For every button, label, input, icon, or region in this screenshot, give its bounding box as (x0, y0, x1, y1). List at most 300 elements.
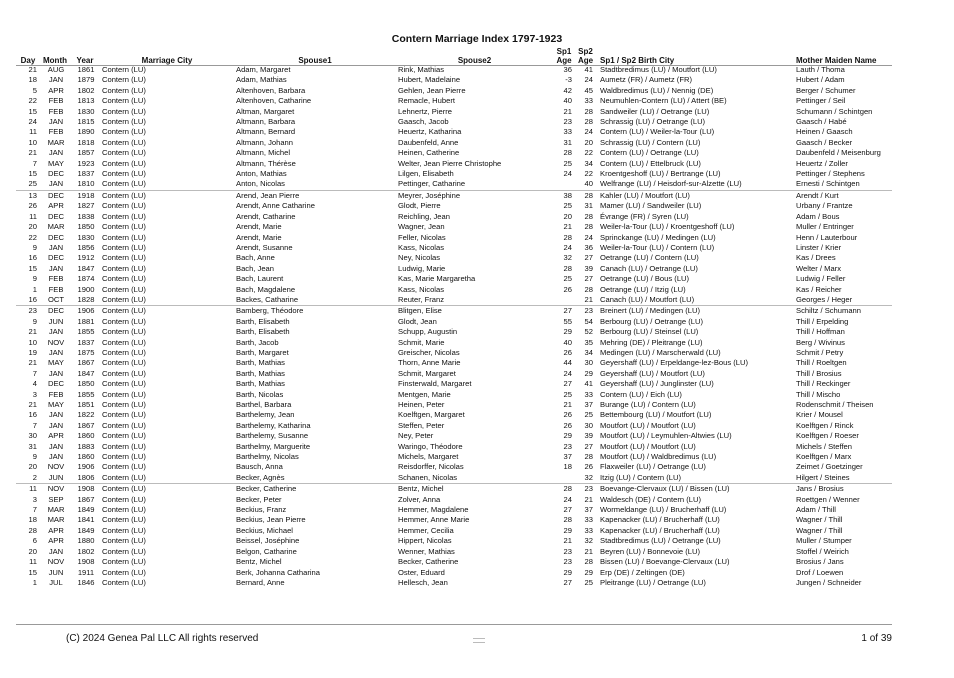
table-cell: NOV (47, 484, 65, 494)
table-cell: 1 (32, 284, 37, 294)
table-cell: Contern (LU) (102, 400, 146, 409)
table-cell: Hellesch, Jean (398, 577, 448, 587)
table-cell: 1918 (77, 190, 95, 200)
table-cell: Contern (LU) (102, 201, 146, 211)
table-cell: 31 (563, 137, 572, 147)
table-cell: Schmit, Margaret (398, 368, 456, 378)
table-cell: FEB (48, 389, 64, 399)
table-cell: Berg / Wivinus (796, 337, 845, 347)
table-cell: 39 (584, 431, 593, 441)
table-cell: 2 (16, 473, 40, 484)
table-cell: 27 (563, 505, 572, 515)
table-cell: APR (48, 525, 64, 535)
table-cell: 25 (563, 274, 572, 284)
table-cell: Boevange-Clervaux (LU) / Bissen (LU) (600, 484, 730, 494)
table-cell: 37 (584, 505, 593, 515)
table-cell: 44 (563, 358, 572, 368)
table-cell: 1906 (77, 306, 95, 316)
table-cell: Mentgen, Marie (398, 389, 451, 399)
table-row (16, 148, 892, 158)
table-row (16, 547, 892, 557)
table-cell: 23 (584, 484, 593, 494)
table-cell: Arend, Jean Pierre (236, 190, 300, 200)
table-cell: Barthelmy, Marguerite (236, 441, 311, 451)
table-cell: Jans / Brosius (796, 484, 844, 494)
table-cell: JAN (48, 441, 64, 451)
table-cell: Welfrange (LU) / Heisdorf-sur-Alzette (LU) (596, 179, 794, 190)
table-cell: Heuertz / Zoller (796, 158, 848, 168)
table-cell: 1849 (77, 505, 95, 515)
table-cell: FEB (48, 127, 64, 137)
table-cell: APR (48, 201, 64, 211)
table-cell: FEB (48, 106, 64, 116)
table-cell: 1815 (77, 117, 95, 127)
table-cell: JAN (48, 327, 64, 337)
table-cell (553, 179, 575, 190)
table-cell: Thill / Reckinger (796, 379, 851, 389)
table-cell: Weiler-la-Tour (LU) / Contern (LU) (600, 242, 715, 252)
table-cell: 24 (584, 75, 593, 85)
table-cell: Contern (LU) (102, 494, 146, 504)
col-sp1-age: Sp1 Age (556, 47, 572, 65)
table-cell: MAY (48, 358, 64, 368)
table-cell: Gaasch / Habé (796, 117, 847, 127)
table-cell: DEC (47, 253, 65, 263)
table-cell: 30 (584, 358, 593, 368)
table-cell: Schrassig (LU) / Oetrange (LU) (600, 117, 706, 127)
table-cell: Beckius, Michael (236, 525, 293, 535)
table-row (16, 253, 892, 263)
table-cell: 1830 (77, 232, 95, 242)
table-cell: Arendt, Anne Catharine (236, 201, 315, 211)
table-cell: 39 (584, 263, 593, 273)
table-cell: Remacle, Hubert (398, 96, 455, 106)
table-row (16, 526, 892, 536)
table-cell: Contern (LU) (102, 75, 146, 85)
table-cell: 28 (584, 452, 593, 462)
table-cell: 1851 (77, 400, 95, 409)
table-row (16, 442, 892, 452)
table-cell: Ney, Nicolas (398, 253, 441, 263)
table-cell: Stoffel / Weirich (796, 546, 849, 556)
table-cell: MAY (48, 158, 64, 168)
table-cell: Burange (LU) / Contern (LU) (600, 400, 696, 409)
table-cell: Contern (LU) (102, 441, 146, 451)
table-cell: 1883 (77, 441, 95, 451)
table-row (16, 117, 892, 127)
table-row (16, 86, 892, 96)
table-cell: Stadtbredimus (LU) / Moutfort (LU) (600, 65, 717, 74)
table-cell: Contern (LU) (102, 96, 146, 106)
table-row (16, 379, 892, 389)
table-cell: JAN (48, 410, 64, 420)
col-spouse2: Spouse2 (457, 56, 492, 65)
table-cell: Ludwig / Feller (796, 274, 846, 284)
table-cell: 40 (563, 337, 572, 347)
table-cell: Contern (LU) (102, 577, 146, 587)
table-cell: Zolver, Anna (398, 494, 441, 504)
table-cell: DEC (47, 169, 65, 179)
table-cell: 1810 (70, 179, 100, 190)
table-cell: Becker, Catherine (398, 557, 459, 567)
table-cell: APR (48, 85, 64, 95)
table-cell: Erp (DE) / Zeltingen (DE) (600, 567, 685, 577)
table-cell: 33 (584, 389, 593, 399)
table-cell: Georges / Heger (794, 295, 892, 306)
table-cell: JUN (48, 567, 64, 577)
table-cell: 1880 (77, 536, 95, 546)
table-cell: Rink, Mathias (398, 65, 445, 74)
table-cell: MAR (47, 137, 65, 147)
table-row (16, 327, 892, 337)
table-cell: APR (48, 536, 64, 546)
table-cell: Bach, Laurent (236, 274, 284, 284)
table-cell: Medingen (LU) / Marscherwald (LU) (600, 347, 721, 357)
table-cell: 27 (584, 274, 593, 284)
table-header-row (16, 43, 892, 65)
table-cell: Kapenacker (LU) / Brucherhaff (LU) (600, 515, 720, 525)
col-spouse1: Spouse1 (298, 56, 332, 65)
table-cell: Lauth / Thoma (796, 65, 845, 74)
table-cell: Aumetz (FR) / Aumetz (FR) (600, 75, 692, 85)
table-cell: Contern (LU) (100, 473, 234, 484)
table-cell: Contern (LU) (102, 347, 146, 357)
table-cell: Welter, Jean Pierre Christophe (398, 158, 502, 168)
table-cell: 25 (563, 158, 572, 168)
table-row (16, 431, 892, 441)
table-cell: 21 (28, 148, 37, 158)
table-cell: 4 (32, 379, 37, 389)
table-cell: 15 (28, 567, 37, 577)
table-cell: Contern (LU) (102, 169, 146, 179)
table-cell: 18 (28, 75, 37, 85)
table-cell: Waldbredimus (LU) / Nennig (DE) (600, 85, 714, 95)
copyright-text: (C) 2024 Genea Pal LLC All rights reserved (66, 633, 259, 644)
table-cell: 21 (563, 536, 572, 546)
table-cell: Sprinckange (LU) / Medingen (LU) (600, 232, 716, 242)
table-cell: Contern (LU) (102, 211, 146, 221)
table-cell: Lehnertz, Pierre (398, 106, 453, 116)
table-cell: Muller / Stumper (796, 536, 852, 546)
table-cell: Weiler-la-Tour (LU) / Kroentgeshoff (LU) (600, 222, 735, 232)
table-cell: Flaxweiler (LU) / Oetrange (LU) (600, 462, 706, 472)
table-cell: 9 (32, 242, 37, 252)
table-row (16, 212, 892, 222)
table-cell: 40 (575, 179, 596, 190)
table-cell: 21 (28, 358, 37, 368)
table-cell: Contern (LU) (102, 431, 146, 441)
table-row (16, 274, 892, 284)
table-cell: 25 (16, 179, 40, 190)
table-cell: Wagner / Thill (796, 525, 843, 535)
table-cell: Schumann / Schintgen (796, 106, 873, 116)
table-cell: 24 (584, 232, 593, 242)
table-row (16, 348, 892, 358)
table-cell: 25 (584, 410, 593, 420)
table-cell: 21 (584, 494, 593, 504)
table-cell: Kass, Nicolas (398, 284, 445, 294)
table-cell: Contern (LU) / Eich (LU) (600, 389, 682, 399)
col-mother-maiden: Mother Maiden Name (796, 56, 877, 65)
table-row (16, 452, 892, 462)
table-cell: Contern (LU) (102, 557, 146, 567)
table-row (16, 138, 892, 148)
table-cell: 27 (584, 441, 593, 451)
table-cell: 23 (563, 441, 572, 451)
table-cell: NOV (47, 337, 65, 347)
table-cell: 16 (28, 253, 37, 263)
table-cell: Contern (LU) / Oetrange (LU) (600, 148, 699, 158)
table-cell: Mamer (LU) / Sandweiler (LU) (600, 201, 702, 211)
table-cell: Wagner / Thill (796, 515, 843, 525)
table-cell: Évrange (FR) / Syren (LU) (600, 211, 689, 221)
table-cell: 33 (563, 127, 572, 137)
table-cell: Bentz, Michel (236, 557, 282, 567)
table-cell: 55 (563, 316, 572, 326)
table-cell: 18 (563, 462, 572, 472)
table-cell: Contern (LU) (102, 525, 146, 535)
table-cell: JAN (48, 368, 64, 378)
table-cell: Contern (LU) (102, 306, 146, 316)
table-cell: 7 (32, 158, 37, 168)
table-cell: Contern (LU) (102, 117, 146, 127)
table-cell: Barth, Margaret (236, 347, 289, 357)
table-cell: Gaasch / Becker (796, 137, 853, 147)
table-cell: Oetrange (LU) / Contern (LU) (600, 253, 699, 263)
table-cell: JAN (48, 263, 64, 273)
table-cell: 1818 (77, 137, 95, 147)
table-cell: 1850 (77, 222, 95, 232)
table-cell: 54 (584, 316, 593, 326)
table-row (16, 233, 892, 243)
table-row (16, 285, 892, 295)
table-cell: 23 (563, 546, 572, 556)
table-cell: 28 (563, 148, 572, 158)
table-cell: Waringo, Théodore (398, 441, 463, 451)
table-cell: 1813 (77, 96, 95, 106)
table-cell: 7 (32, 368, 37, 378)
table-cell: 26 (563, 347, 572, 357)
table-cell: 35 (584, 337, 593, 347)
table-cell: 7 (32, 420, 37, 430)
table-cell: Heinen, Peter (398, 400, 445, 409)
table-cell: 16 (16, 295, 40, 306)
table-cell: Contern (LU) (102, 148, 146, 158)
table-cell: Krier / Mousel (796, 410, 843, 420)
table-cell: 31 (584, 201, 593, 211)
table-cell: Bach, Magdalene (236, 284, 296, 294)
table-cell: 21 (28, 327, 37, 337)
table-cell: Contern (LU) (100, 179, 234, 190)
table-cell: 1 (32, 577, 37, 587)
table-cell: Bentz, Michel (398, 484, 444, 494)
table-cell: Contern (LU) (102, 327, 146, 337)
table-cell: Wormeldange (LU) / Brucherhaff (LU) (600, 505, 727, 515)
table-cell: Hippert, Nicolas (398, 536, 452, 546)
table-row (16, 400, 892, 410)
table-cell: Hilgert / Steines (794, 473, 892, 484)
table-cell: 28 (584, 117, 593, 127)
table-cell: Beckius, Franz (236, 505, 287, 515)
table-cell: 24 (563, 494, 572, 504)
table-cell: Kas / Reicher (796, 284, 842, 294)
table-row (16, 243, 892, 253)
table-row (16, 159, 892, 169)
table-cell: 30 (28, 431, 37, 441)
table-cell: Adam, Mathias (236, 75, 287, 85)
table-cell: Koelftgen / Rinck (796, 420, 854, 430)
table-row (16, 390, 892, 400)
table-cell: 37 (584, 400, 593, 409)
table-cell: Kapenacker (LU) / Brucherhaff (LU) (600, 525, 720, 535)
table-cell: Contern (LU) (102, 253, 146, 263)
table-cell: Berbourg (LU) / Steinsel (LU) (600, 327, 699, 337)
table-cell: 1849 (77, 525, 95, 535)
table-cell: 1911 (77, 567, 95, 577)
table-cell: Contern (LU) / Weiler-la-Tour (LU) (600, 127, 715, 137)
table-cell: 28 (584, 222, 593, 232)
table-cell: Contern (LU) (102, 358, 146, 368)
table-cell: DEC (47, 306, 65, 316)
table-cell: 21 (563, 106, 572, 116)
table-row (16, 65, 892, 75)
table-row (16, 96, 892, 106)
table-row (16, 536, 892, 546)
table-cell: 15 (28, 263, 37, 273)
table-cell: 1855 (77, 389, 95, 399)
table-cell: Schmit / Petry (796, 347, 844, 357)
table-cell: 16 (28, 410, 37, 420)
table-cell: Pettinger / Stephens (796, 169, 865, 179)
table-row (16, 462, 892, 472)
table-cell: 22 (584, 169, 593, 179)
table-cell: Altman, Margaret (236, 106, 295, 116)
table-cell: 29 (584, 368, 593, 378)
table-cell: Kas / Drees (796, 253, 836, 263)
table-cell: Contern (LU) (102, 452, 146, 462)
table-cell: 32 (575, 473, 596, 484)
table-cell: 38 (563, 190, 572, 200)
table-cell: Contern (LU) (102, 462, 146, 472)
table-cell: 10 (28, 137, 37, 147)
table-cell: Roettgen / Wenner (796, 494, 860, 504)
table-cell: Thill / Hoffman (796, 327, 845, 337)
table-cell: 11 (29, 557, 37, 567)
table-cell: Barthel, Barbara (236, 400, 292, 409)
table-cell: Becker, Peter (236, 494, 282, 504)
table-cell: SEP (48, 494, 64, 504)
header-rule (16, 65, 892, 66)
table-cell: 20 (28, 222, 37, 232)
table-cell: Feller, Nicolas (398, 232, 446, 242)
table-cell: Linster / Krier (796, 242, 842, 252)
table-cell: 26 (584, 462, 593, 472)
table-cell: Contern (LU) (102, 484, 146, 494)
table-cell: 21 (563, 222, 572, 232)
table-cell: JAN (48, 117, 64, 127)
table-cell: 23 (584, 306, 593, 316)
table-cell: Geyershaff (LU) / Junglinster (LU) (600, 379, 714, 389)
table-cell: Oetrange (LU) / Itzig (LU) (600, 284, 686, 294)
table-cell: Brosius / Jans (796, 557, 844, 567)
table-cell: Backes, Catharine (234, 295, 396, 306)
table-cell: Contern (LU) (102, 337, 146, 347)
table-cell: 1860 (77, 452, 95, 462)
table-cell: Geyershaff (LU) / Moutfort (LU) (600, 368, 705, 378)
table-cell: 32 (563, 253, 572, 263)
table-cell: Thill / Erpelding (796, 316, 849, 326)
table-cell: Contern (LU) / Ettelbruck (LU) (600, 158, 701, 168)
table-cell: 1912 (77, 253, 95, 263)
table-cell: 24 (563, 242, 572, 252)
table-cell: Urbany / Frantze (796, 201, 853, 211)
table-cell: 28 (563, 484, 572, 494)
table-cell: 1806 (70, 473, 100, 484)
table-cell: 21 (575, 295, 596, 306)
table-cell: 25 (563, 201, 572, 211)
table-cell: 24 (563, 169, 572, 179)
table-cell: DEC (47, 190, 65, 200)
table-cell: 20 (584, 137, 593, 147)
table-cell: Adam / Bous (796, 211, 840, 221)
table-cell: Hemmer, Magdalene (398, 505, 469, 515)
table-cell: Contern (LU) (102, 263, 146, 273)
table-cell: 9 (32, 316, 37, 326)
table-cell: Ernesti / Schintgen (794, 179, 892, 190)
table-cell: 31 (28, 441, 37, 451)
table-cell: Schiltz / Schumann (796, 306, 861, 316)
table-cell: 1874 (77, 274, 95, 284)
table-cell: Henn / Lauterbour (796, 232, 858, 242)
table-cell: 25 (563, 389, 572, 399)
table-cell: Heinen, Catherine (398, 148, 460, 158)
table-cell: MAY (48, 400, 64, 409)
table-cell: Waldesch (DE) / Contern (LU) (600, 494, 701, 504)
table-cell: Neumuhlen-Contern (LU) / Attert (BE) (600, 96, 727, 106)
table-cell: Contern (LU) (102, 284, 146, 294)
table-cell: 1846 (77, 577, 95, 587)
col-sp2-age: Sp2 Age (577, 47, 594, 65)
table-cell: Pettinger / Seil (796, 96, 846, 106)
table-cell: Meyrer, Joséphine (398, 190, 461, 200)
table-cell: Thill / Mischo (796, 389, 841, 399)
table-cell: Barth, Mathias (236, 358, 285, 368)
table-cell: Heinen / Gaasch (796, 127, 853, 137)
table-cell: 21 (28, 65, 37, 74)
table-cell: 36 (584, 242, 593, 252)
table-cell: Daubenfeld, Anne (398, 137, 459, 147)
table-row (16, 473, 892, 484)
table-cell: Berger / Schumer (796, 85, 856, 95)
table-cell: Moutfort (LU) / Moutfort (LU) (600, 420, 696, 430)
table-cell: 21 (28, 400, 37, 409)
table-cell: Altmann, Johann (236, 137, 293, 147)
table-cell: 13 (28, 190, 37, 200)
table-cell: Contern (LU) (102, 242, 146, 252)
table-cell: 28 (584, 557, 593, 567)
table-cell: FEB (48, 274, 64, 284)
table-cell: 22 (28, 232, 37, 242)
table-cell: Thorn, Anne Marie (398, 358, 461, 368)
table-cell: 26 (563, 410, 572, 420)
table-cell: 1906 (77, 462, 95, 472)
table-row (16, 306, 892, 317)
table-cell: Ludwig, Marie (398, 263, 446, 273)
table-cell: 11 (29, 484, 37, 494)
table-cell (553, 295, 575, 306)
table-row (16, 410, 892, 420)
table-cell: Contern (LU) (102, 158, 146, 168)
